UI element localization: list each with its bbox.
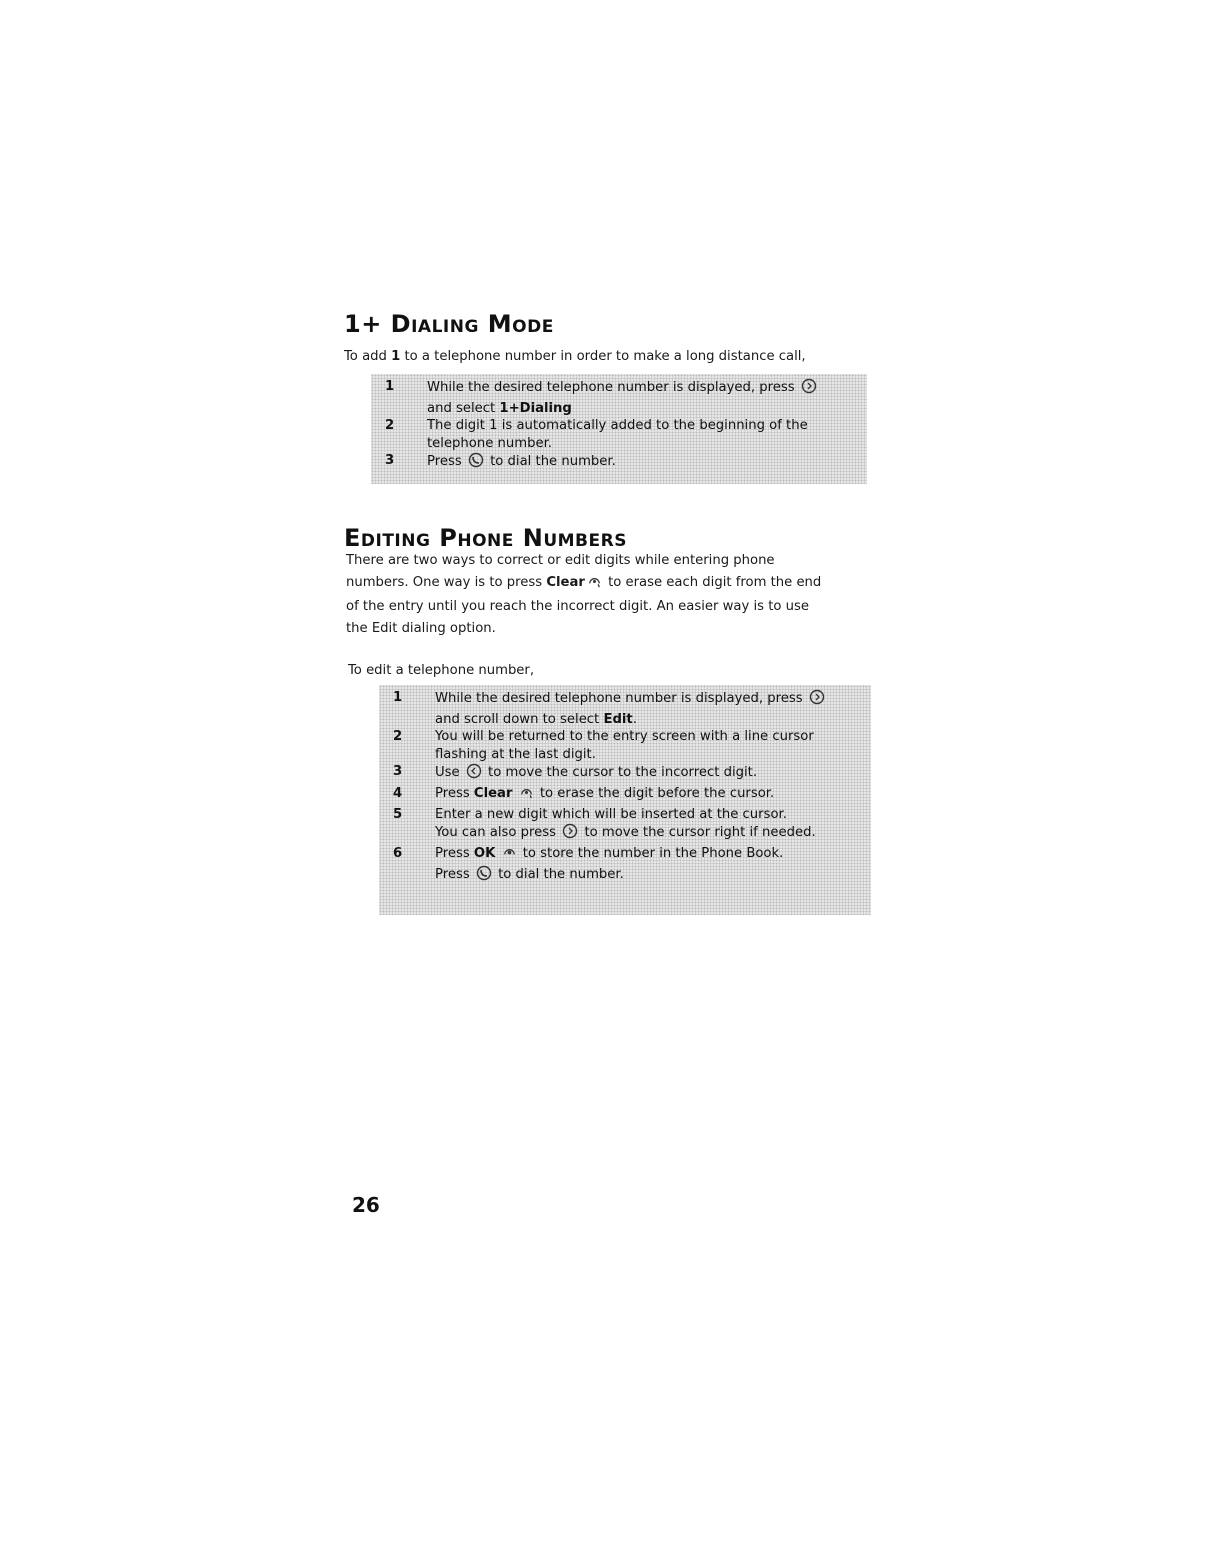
menu-button-icon	[809, 689, 825, 711]
step-line: While the desired telephone number is displayed, press	[427, 380, 795, 395]
section-title-dialing-mode: 1+ Dialing Mode	[344, 310, 554, 338]
line-text: to erase each digit from the end	[603, 574, 822, 590]
scroll-left-icon	[466, 763, 482, 785]
step-line: Press	[427, 454, 462, 470]
step-bold-option: Edit	[603, 711, 633, 727]
step-number: 3	[393, 764, 403, 780]
step-text	[435, 763, 863, 785]
step-line: and scroll down to select	[435, 711, 604, 727]
step-line: to dial the number.	[490, 454, 616, 470]
menu-button-icon	[801, 378, 817, 400]
step-continuation: telephone number.	[427, 435, 552, 451]
step-line: to move the cursor right if needed.	[584, 825, 816, 841]
step-continuation	[379, 400, 859, 418]
step-line: .	[632, 711, 637, 727]
step-number: 1	[393, 690, 403, 705]
clear-label: Clear	[473, 785, 513, 801]
clear-button-icon	[519, 785, 534, 806]
step-line: Press	[435, 785, 474, 801]
step-line: to dial the number.	[498, 867, 624, 883]
step-text	[427, 452, 859, 474]
edit-intro-line: To edit a telephone number,	[348, 663, 535, 678]
step-number: 5	[393, 806, 403, 822]
clear-label: Clear	[546, 574, 585, 590]
step-number: 3	[385, 453, 395, 469]
step-continuation: flashing at the last digit.	[435, 746, 596, 762]
ok-button-icon	[502, 845, 517, 866]
step-continuation	[387, 823, 863, 845]
step-line: Press	[435, 845, 474, 861]
step-item	[379, 452, 859, 474]
step-item	[379, 417, 859, 435]
step-continuation	[387, 865, 863, 887]
step-text	[435, 845, 863, 866]
section-title-editing-phone-numbers: Editing Phone Numbers	[344, 524, 627, 552]
steps-box-editing	[379, 685, 871, 915]
step-item	[387, 845, 863, 866]
step-number: 2	[393, 729, 403, 745]
step-line: Use	[435, 765, 460, 781]
clear-button-icon	[587, 574, 602, 597]
page-number: 26	[352, 1193, 380, 1217]
step-item	[387, 689, 863, 711]
intro-text: To add	[344, 349, 392, 364]
step-bold-option: 1+Dialing	[499, 400, 572, 416]
step-item	[387, 806, 863, 824]
scroll-right-icon	[562, 823, 578, 845]
paragraph-line: There are two ways to correct or edit digits while entering phone	[346, 553, 775, 568]
step-line: While the desired telephone number is displayed, press	[435, 691, 803, 706]
send-call-icon	[476, 865, 492, 887]
intro-text-end: to a telephone number in order to make a long distance call,	[400, 349, 806, 364]
step-line: Press	[435, 867, 470, 883]
step-line: and select	[427, 400, 500, 416]
step-line: to erase the digit before the cursor.	[539, 785, 775, 801]
step-line: You can also press	[435, 825, 557, 841]
intro-paragraph	[344, 346, 884, 368]
step-item	[387, 785, 863, 806]
ok-label: OK	[473, 845, 496, 861]
step-number: 1	[385, 379, 395, 394]
step-text	[435, 689, 863, 711]
step-text: The digit 1 is automatically added to the beginning of the	[427, 418, 808, 434]
step-item	[379, 378, 859, 400]
step-text	[435, 785, 863, 806]
step-text	[427, 378, 859, 400]
step-number: 2	[385, 418, 395, 434]
step-number: 4	[393, 785, 403, 801]
step-item	[387, 763, 863, 785]
paragraph-line: the Edit dialing option.	[346, 620, 496, 636]
steps-box-dialing	[371, 374, 867, 484]
step-line: to move the cursor to the incorrect digit.	[488, 765, 758, 781]
line-text: numbers. One way is to press	[346, 574, 547, 590]
paragraph-line	[346, 572, 876, 597]
step-number: 6	[393, 845, 403, 861]
step-continuation	[387, 711, 863, 729]
step-item	[387, 728, 863, 746]
editing-intro-paragraph	[346, 550, 876, 639]
step-text: You will be returned to the entry screen with a line cursor	[435, 729, 814, 745]
intro-bold-digit: 1	[391, 349, 401, 364]
paragraph-line: of the entry until you reach the incorrect digit. An easier way is to use	[346, 599, 809, 614]
step-text: Enter a new digit which will be inserted at the cursor.	[435, 806, 787, 822]
send-call-icon	[468, 452, 484, 474]
step-line: to store the number in the Phone Book.	[522, 845, 784, 861]
